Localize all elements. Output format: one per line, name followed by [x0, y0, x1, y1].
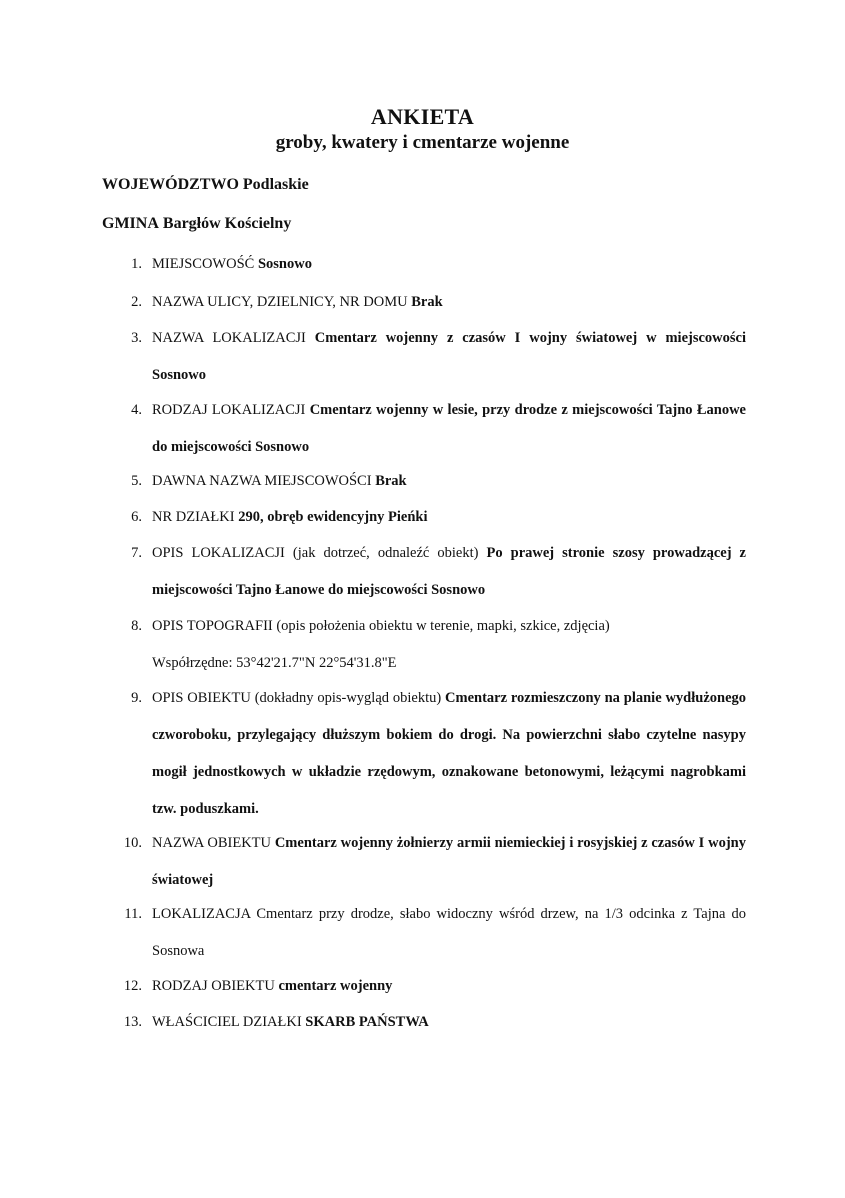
item-label: NAZWA ULICY, DZIELNICY, NR DOMU	[152, 294, 408, 310]
item-number: 1.	[131, 256, 142, 272]
item-value: SKARB PAŃSTWA	[305, 1014, 429, 1030]
item-number: 4.	[131, 402, 142, 418]
item-label: RODZAJ LOKALIZACJI	[152, 402, 306, 418]
item-label: LOKALIZACJA	[152, 906, 251, 922]
item-label: MIEJSCOWOŚĆ	[152, 256, 255, 272]
item-value: Cmentarz rozmieszczony na planie wydłużonego czworoboku, przylegający dłuższym bokiem do drogi. Na powierzchni słabo czytelne nasypy mogił jednostkowych w układzie rzędowym, oznakowane betonowymi, leżącymi nagrobkami tzw. poduszkami.	[152, 690, 747, 817]
voivodeship-value: Podlaskie	[242, 176, 309, 193]
item-number: 2.	[131, 294, 142, 310]
item-value: Cmentarz przy drodze, słabo widoczny wśród drzew, na 1/3 odcinka z Tajna do Sosnowa	[152, 906, 746, 959]
item-value: cmentarz wojenny	[278, 978, 393, 994]
item-value: Cmentarz wojenny w lesie, przy drodze z miejscowości Tajno Łanowe do miejscowości Sosnowo	[152, 402, 746, 455]
survey-item-7	[126, 535, 746, 609]
commune-label: GMINA	[102, 215, 159, 232]
item-number: 8.	[131, 618, 142, 634]
voivodeship-line	[102, 176, 309, 194]
commune-line	[102, 215, 291, 233]
item-label: RODZAJ OBIEKTU	[152, 978, 275, 994]
survey-item-12	[123, 968, 746, 1005]
item-number: 5.	[131, 473, 142, 489]
document-subtitle: groby, kwatery i cmentarze wojenne	[275, 132, 570, 153]
item-value: Współrzędne: 53°42'21.7"N 22°54'31.8"E	[152, 655, 397, 671]
item-label: DAWNA NAZWA MIEJSCOWOŚCI	[152, 473, 372, 489]
item-label: NAZWA LOKALIZACJI	[152, 330, 306, 346]
survey-item-5	[126, 463, 746, 500]
survey-item-13	[123, 1004, 746, 1041]
survey-item-1	[126, 246, 746, 283]
item-number: 6.	[131, 509, 142, 525]
survey-item-8	[126, 608, 746, 682]
survey-item-2	[126, 284, 746, 321]
item-number: 10.	[123, 835, 142, 851]
survey-item-10	[123, 825, 746, 899]
item-value: Cmentarz wojenny żołnierzy armii niemieckiej i rosyjskiej z czasów I wojny światowej	[152, 835, 746, 888]
item-number: 9.	[131, 690, 142, 706]
item-number: 3.	[131, 330, 142, 346]
item-label: NR DZIAŁKI	[152, 509, 235, 525]
survey-item-6	[126, 499, 746, 536]
item-label: NAZWA OBIEKTU	[152, 835, 271, 851]
item-label: OPIS OBIEKTU (dokładny opis-wygląd obiektu)	[152, 690, 442, 706]
item-number: 12.	[123, 978, 142, 994]
item-label: OPIS TOPOGRAFII (opis położenia obiektu w terenie, mapki, szkice, zdjęcia)	[152, 618, 610, 634]
item-number: 11.	[124, 906, 142, 922]
item-value: Brak	[375, 473, 407, 489]
voivodeship-label: WOJEWÓDZTWO	[102, 176, 239, 193]
commune-value: Bargłów Kościelny	[162, 215, 292, 232]
item-value: Po prawej stronie szosy prowadzącej z miejscowości Tajno Łanowe do miejscowości Sosnowo	[152, 545, 746, 598]
item-label: OPIS LOKALIZACJI (jak dotrzeć, odnaleźć obiekt)	[152, 545, 479, 561]
document-title: ANKIETA	[370, 104, 475, 129]
survey-item-11	[126, 896, 746, 970]
survey-item-4	[126, 392, 746, 466]
item-number: 13.	[123, 1014, 142, 1030]
survey-item-9	[126, 680, 746, 828]
item-number: 7.	[131, 545, 142, 561]
survey-item-3	[126, 320, 746, 394]
item-value: Sosnowo	[257, 256, 312, 272]
item-value: 290, obręb ewidencyjny Pieńki	[238, 509, 428, 525]
item-value: Brak	[411, 294, 443, 310]
item-value: Cmentarz wojenny z czasów I wojny światowej w miejscowości Sosnowo	[152, 330, 746, 383]
item-label: WŁAŚCICIEL DZIAŁKI	[152, 1014, 302, 1030]
